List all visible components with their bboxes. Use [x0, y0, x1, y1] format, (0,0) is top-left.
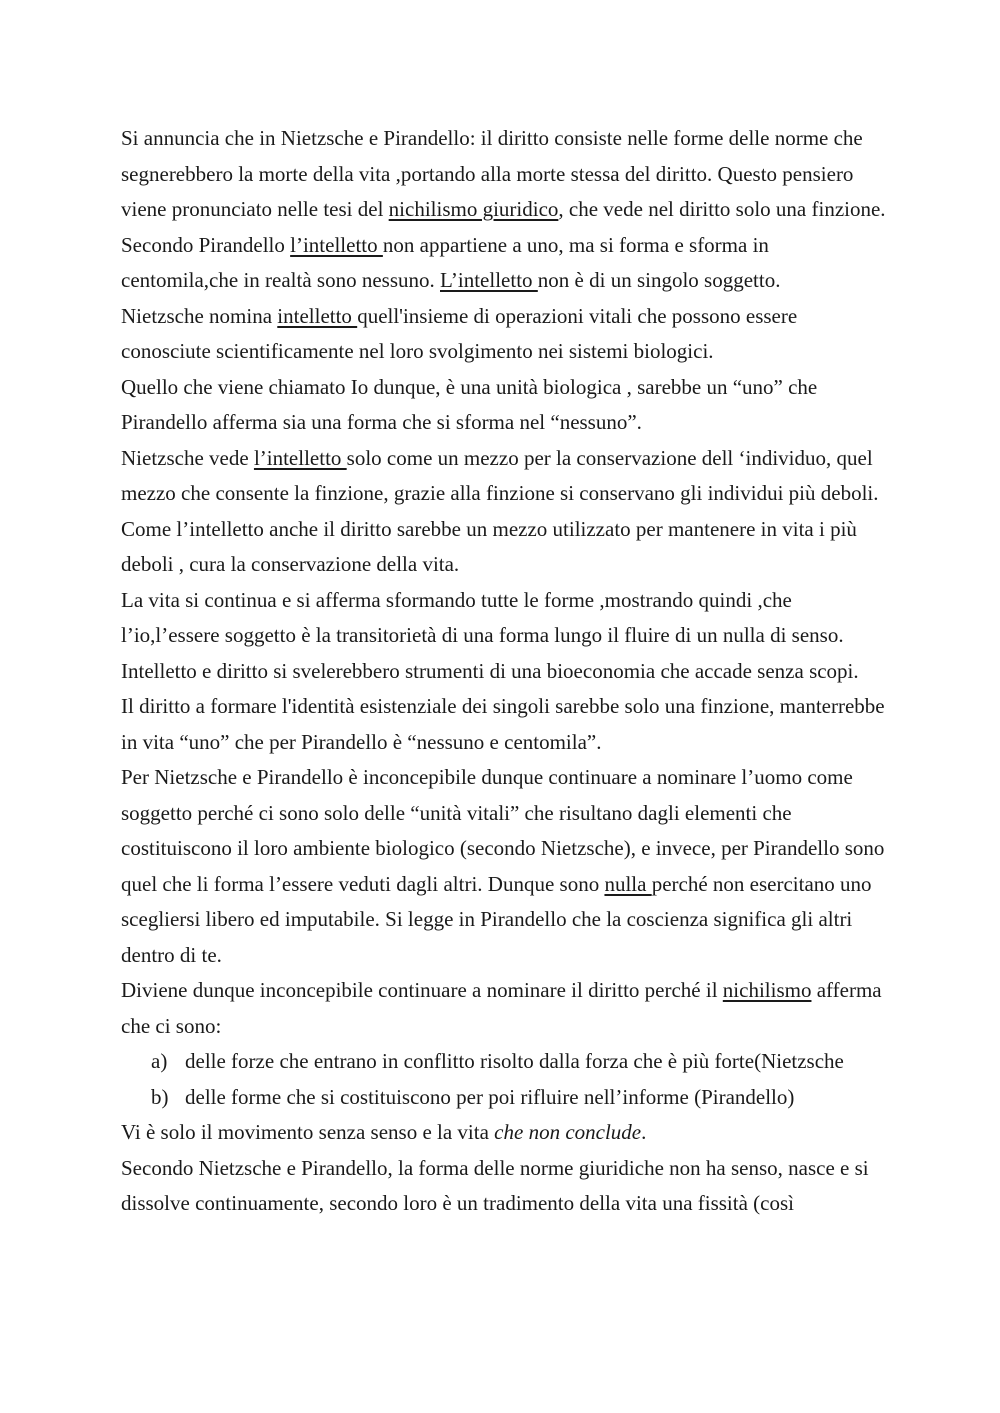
text-run: Vi è solo il movimento senza senso e la vita: [121, 1120, 495, 1144]
list-marker: b): [151, 1084, 169, 1109]
paragraph-7: Il diritto a formare l'identità esistenziale dei singoli sarebbe solo una finzione, manterrebbe in vita “uno” che per Pirandello è “nessuno e centomila”.: [121, 694, 885, 754]
list-marker: a): [151, 1049, 168, 1073]
paragraph-2: [121, 228, 891, 299]
paragraph-6: La vita si continua e si afferma sformando tutte le forme ,mostrando quindi ,che l’io,l’essere soggetto è la transitorietà di una forma lungo il fluire di un nulla di senso. Intelletto e diritto si svelerebbero strumenti di una bioeconomia che accade senza scopi.: [121, 587, 859, 683]
paragraph-5: [121, 441, 891, 583]
paragraph-10: [121, 1115, 891, 1151]
paragraph-3: [121, 299, 891, 370]
paragraph-8: [121, 760, 891, 973]
underlined-term: nichilismo giuridico: [388, 197, 559, 221]
paragraph-9: [121, 973, 891, 1044]
text-run: solo come un mezzo per la conservazione dell ‘individuo, quel mezzo che consente la finzione, grazie alla finzione si conservano gli individui più deboli. Come l’intelletto anche il diritto sarebbe un mezzo utilizzato per mantenere in vita i più deboli , cura la conservazione della vita.: [121, 445, 879, 576]
underlined-term: nichilismo: [722, 978, 812, 1002]
text-run: Nietzsche vede: [121, 445, 254, 470]
underlined-term: l’intelletto: [253, 445, 347, 470]
text-run: perché non esercitano uno scegliersi libero ed imputabile. Si legge in Pirandello che la coscienza significa gli altri dentro di te.: [121, 871, 872, 967]
paragraph-11: Secondo Nietzsche e Pirandello, la forma delle norme giuridiche non ha senso, nasce e si dissolve continuamente, secondo loro è un tradimento della vita una fissità (così: [121, 1155, 869, 1215]
text-run: non appartiene a uno, ma si forma e sforma in centomila,che in realtà sono nessuno.: [121, 232, 769, 292]
text-run: Si annuncia che in Nietzsche e Pirandello: il diritto consiste nelle forme delle norme che segnerebbero la morte della vita ,portando alla morte stessa del diritto. Questo pensiero viene pronunciato nelle tesi del: [121, 126, 863, 221]
body-text: [121, 121, 891, 1222]
list-item: [121, 1080, 891, 1116]
underlined-term: intelletto: [277, 303, 358, 328]
text-run: afferma che ci sono:: [121, 978, 882, 1038]
paragraph-1: [121, 121, 891, 228]
underlined-term: nulla: [604, 871, 652, 896]
text-run: quell'insieme di operazioni vitali che possono essere conosciute scientificamente nel loro svolgimento nei sistemi biologici.: [121, 303, 798, 363]
list-item: [121, 1044, 891, 1080]
text-run: non è di un singolo soggetto.: [537, 268, 781, 292]
text-run: .: [641, 1120, 647, 1144]
text-run: Per Nietzsche e Pirandello è inconcepibile dunque continuare a nominare l’uomo come soggetto perché ci sono solo delle “unità vitali” che risultano dagli elementi che costituiscono il loro ambiente biologico (secondo Nietzsche), e invece, per Pirandello sono quel che li forma l’essere veduti dagli altri. Dunque sono: [121, 765, 885, 896]
paragraph-4: Quello che viene chiamato Io dunque, è una unità biologica , sarebbe un “uno” che Pirandello afferma sia una forma che si sforma nel “nessuno”.: [121, 374, 818, 434]
text-run: Nietzsche nomina: [121, 303, 278, 328]
list-item-text: delle forze che entrano in conflitto risolto dalla forza che è più forte(Nietzsche: [185, 1049, 844, 1073]
list-item-text: delle forme che si costituiscono per poi rifluire nell’informe (Pirandello): [185, 1084, 795, 1109]
underlined-term: l’intelletto: [290, 232, 383, 257]
underlined-term: L’intelletto: [440, 268, 538, 292]
text-run: , che vede nel diritto solo una finzione.: [558, 197, 886, 221]
text-run: Secondo Pirandello: [121, 232, 291, 257]
text-run: Diviene dunque inconcepibile continuare a nominare il diritto perché il: [121, 978, 723, 1002]
italic-phrase: che non conclude: [494, 1120, 642, 1144]
